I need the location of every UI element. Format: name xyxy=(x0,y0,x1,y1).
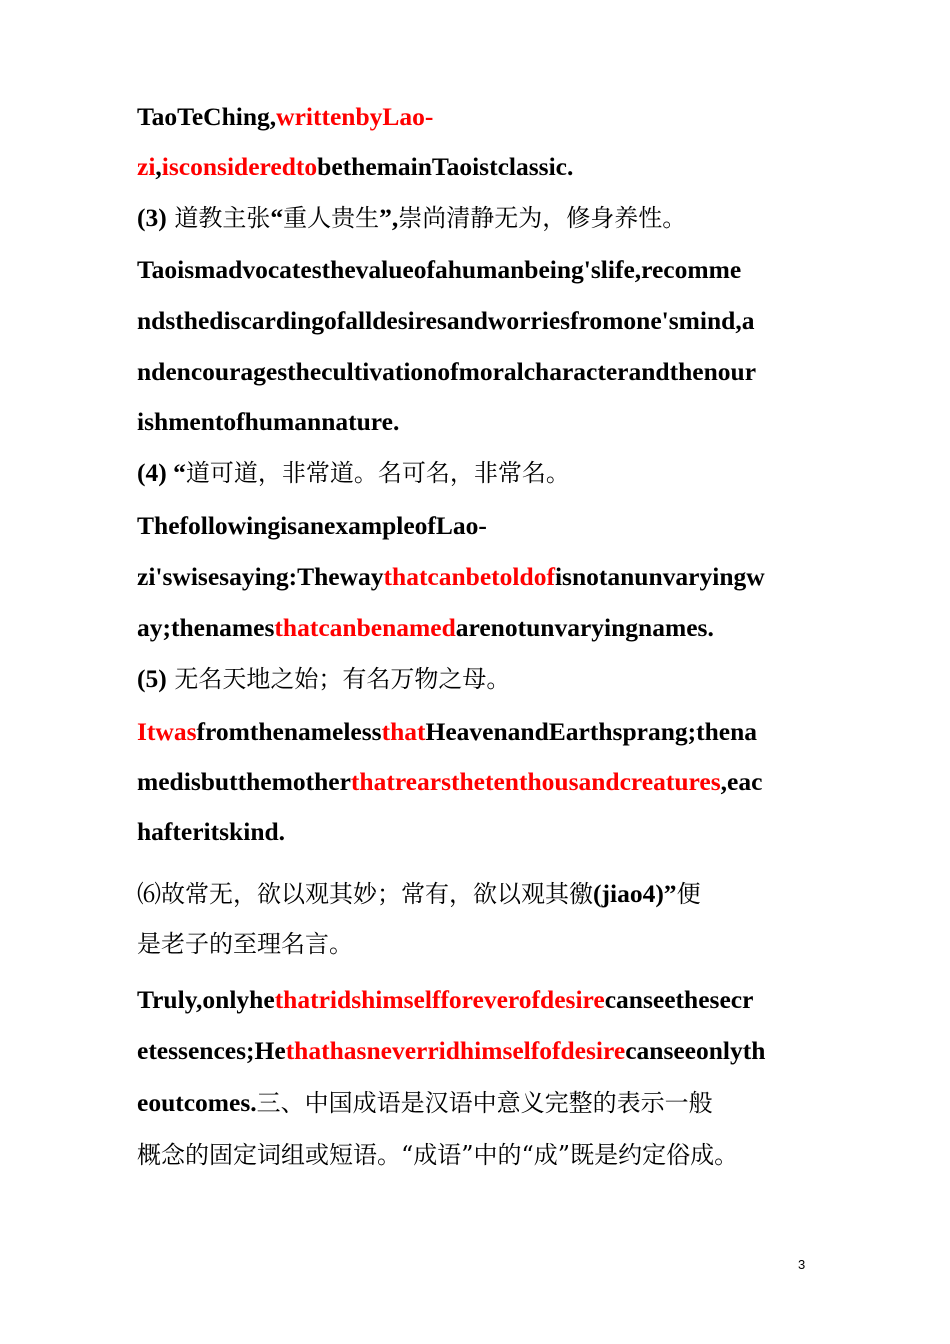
text-segment: “ xyxy=(270,203,284,232)
text-segment: (3) xyxy=(137,203,167,232)
text-segment: medisbutthemother xyxy=(137,767,351,796)
highlighted-text: thatrearsthetenthousandcreatures xyxy=(350,767,721,796)
text-segment: canseeonlyth xyxy=(625,1036,766,1065)
text-line xyxy=(137,102,433,132)
text-segment: etessences;He xyxy=(137,1036,286,1065)
text-segment: HeavenandEarthsprang;thena xyxy=(425,717,758,746)
text-segment: arenotunvaryingnames. xyxy=(455,613,714,642)
text-segment: bethemainTaoistclassic. xyxy=(317,152,574,181)
text-line xyxy=(137,817,285,847)
text-segment: 故常无，欲以观其妙；常有，欲以观其徼 xyxy=(161,880,593,908)
highlighted-text: thathasneverridhimselfofdesire xyxy=(285,1036,626,1065)
text-segment: Taoismadvocatesthevalueofahumanbeing'slife,recomme xyxy=(137,255,742,284)
text-line xyxy=(137,1088,713,1118)
text-line xyxy=(137,985,753,1015)
text-segment: eoutcomes. xyxy=(137,1088,257,1117)
text-segment: 道可道，非常道。名可名，非常名。 xyxy=(185,459,570,487)
text-segment: ThefollowingisanexampleofLao- xyxy=(137,511,487,540)
text-segment: 概念的固定词组或短语。“成语”中的“成”既是约定俗成。 xyxy=(137,1141,739,1169)
highlighted-text: isconsideredto xyxy=(161,152,318,181)
text-line xyxy=(137,458,570,488)
text-segment: 重人贵生 xyxy=(283,204,380,232)
text-segment: ndencouragesthecultivationofmoralcharacterandthenour xyxy=(137,357,757,386)
text-segment: 崇尚清静无为，修身养性。 xyxy=(398,204,687,232)
highlighted-text: thatridshimselfforeverofdesire xyxy=(274,985,605,1014)
text-segment: 便 xyxy=(676,880,701,908)
text-line xyxy=(137,1036,765,1066)
text-segment: canseethesecr xyxy=(604,985,754,1014)
text-segment: ay;thenames xyxy=(137,613,275,642)
text-segment: ⑹ xyxy=(137,880,161,908)
text-line xyxy=(137,879,701,909)
text-segment: “ xyxy=(173,458,186,487)
text-segment: (5) xyxy=(137,664,167,693)
text-line xyxy=(137,306,754,336)
text-line xyxy=(137,407,399,437)
text-segment: 三、中国成语是汉语中意义完整的表示一般 xyxy=(256,1089,713,1117)
text-segment: 是老子的至理名言。 xyxy=(137,930,353,958)
highlighted-text: that xyxy=(381,717,426,746)
text-line xyxy=(137,1140,738,1170)
highlighted-text: zi xyxy=(137,152,156,181)
text-line xyxy=(137,255,741,285)
text-segment: (4) xyxy=(137,458,167,487)
text-segment: ,eac xyxy=(720,767,763,796)
text-line xyxy=(137,717,757,747)
text-line xyxy=(137,562,765,592)
text-line xyxy=(137,664,510,694)
text-line xyxy=(137,767,762,797)
highlighted-text: Itwas xyxy=(137,717,197,746)
text-segment: TaoTeChing, xyxy=(137,102,277,131)
text-line xyxy=(137,929,353,959)
text-line xyxy=(137,152,573,182)
text-segment: , xyxy=(155,152,162,181)
text-segment: isnotanunvaryingw xyxy=(554,562,765,591)
text-segment: zi'swisesaying:Theway xyxy=(137,562,384,591)
text-segment: Truly,onlyhe xyxy=(137,985,275,1014)
text-line xyxy=(137,613,714,643)
text-segment: ndsthediscardingofalldesiresandworriesfromone'smind,a xyxy=(137,306,755,335)
text-line xyxy=(137,203,686,233)
text-segment: fromthenameless xyxy=(196,717,382,746)
highlighted-text: thatcanbetoldof xyxy=(383,562,555,591)
text-segment: 道教主张 xyxy=(166,204,271,232)
page-number: 3 xyxy=(798,1257,806,1272)
text-line xyxy=(137,511,487,541)
text-segment: ishmentofhumannature. xyxy=(137,407,400,436)
text-segment: 无名天地之始；有名万物之母。 xyxy=(166,665,511,693)
highlighted-text: thatcanbenamed xyxy=(274,613,456,642)
text-line xyxy=(137,357,756,387)
text-segment: ”, xyxy=(379,203,399,232)
highlighted-text: writtenbyLao- xyxy=(276,102,434,131)
text-segment: hafteritskind. xyxy=(137,817,286,846)
text-segment: (jiao4)” xyxy=(593,879,677,908)
